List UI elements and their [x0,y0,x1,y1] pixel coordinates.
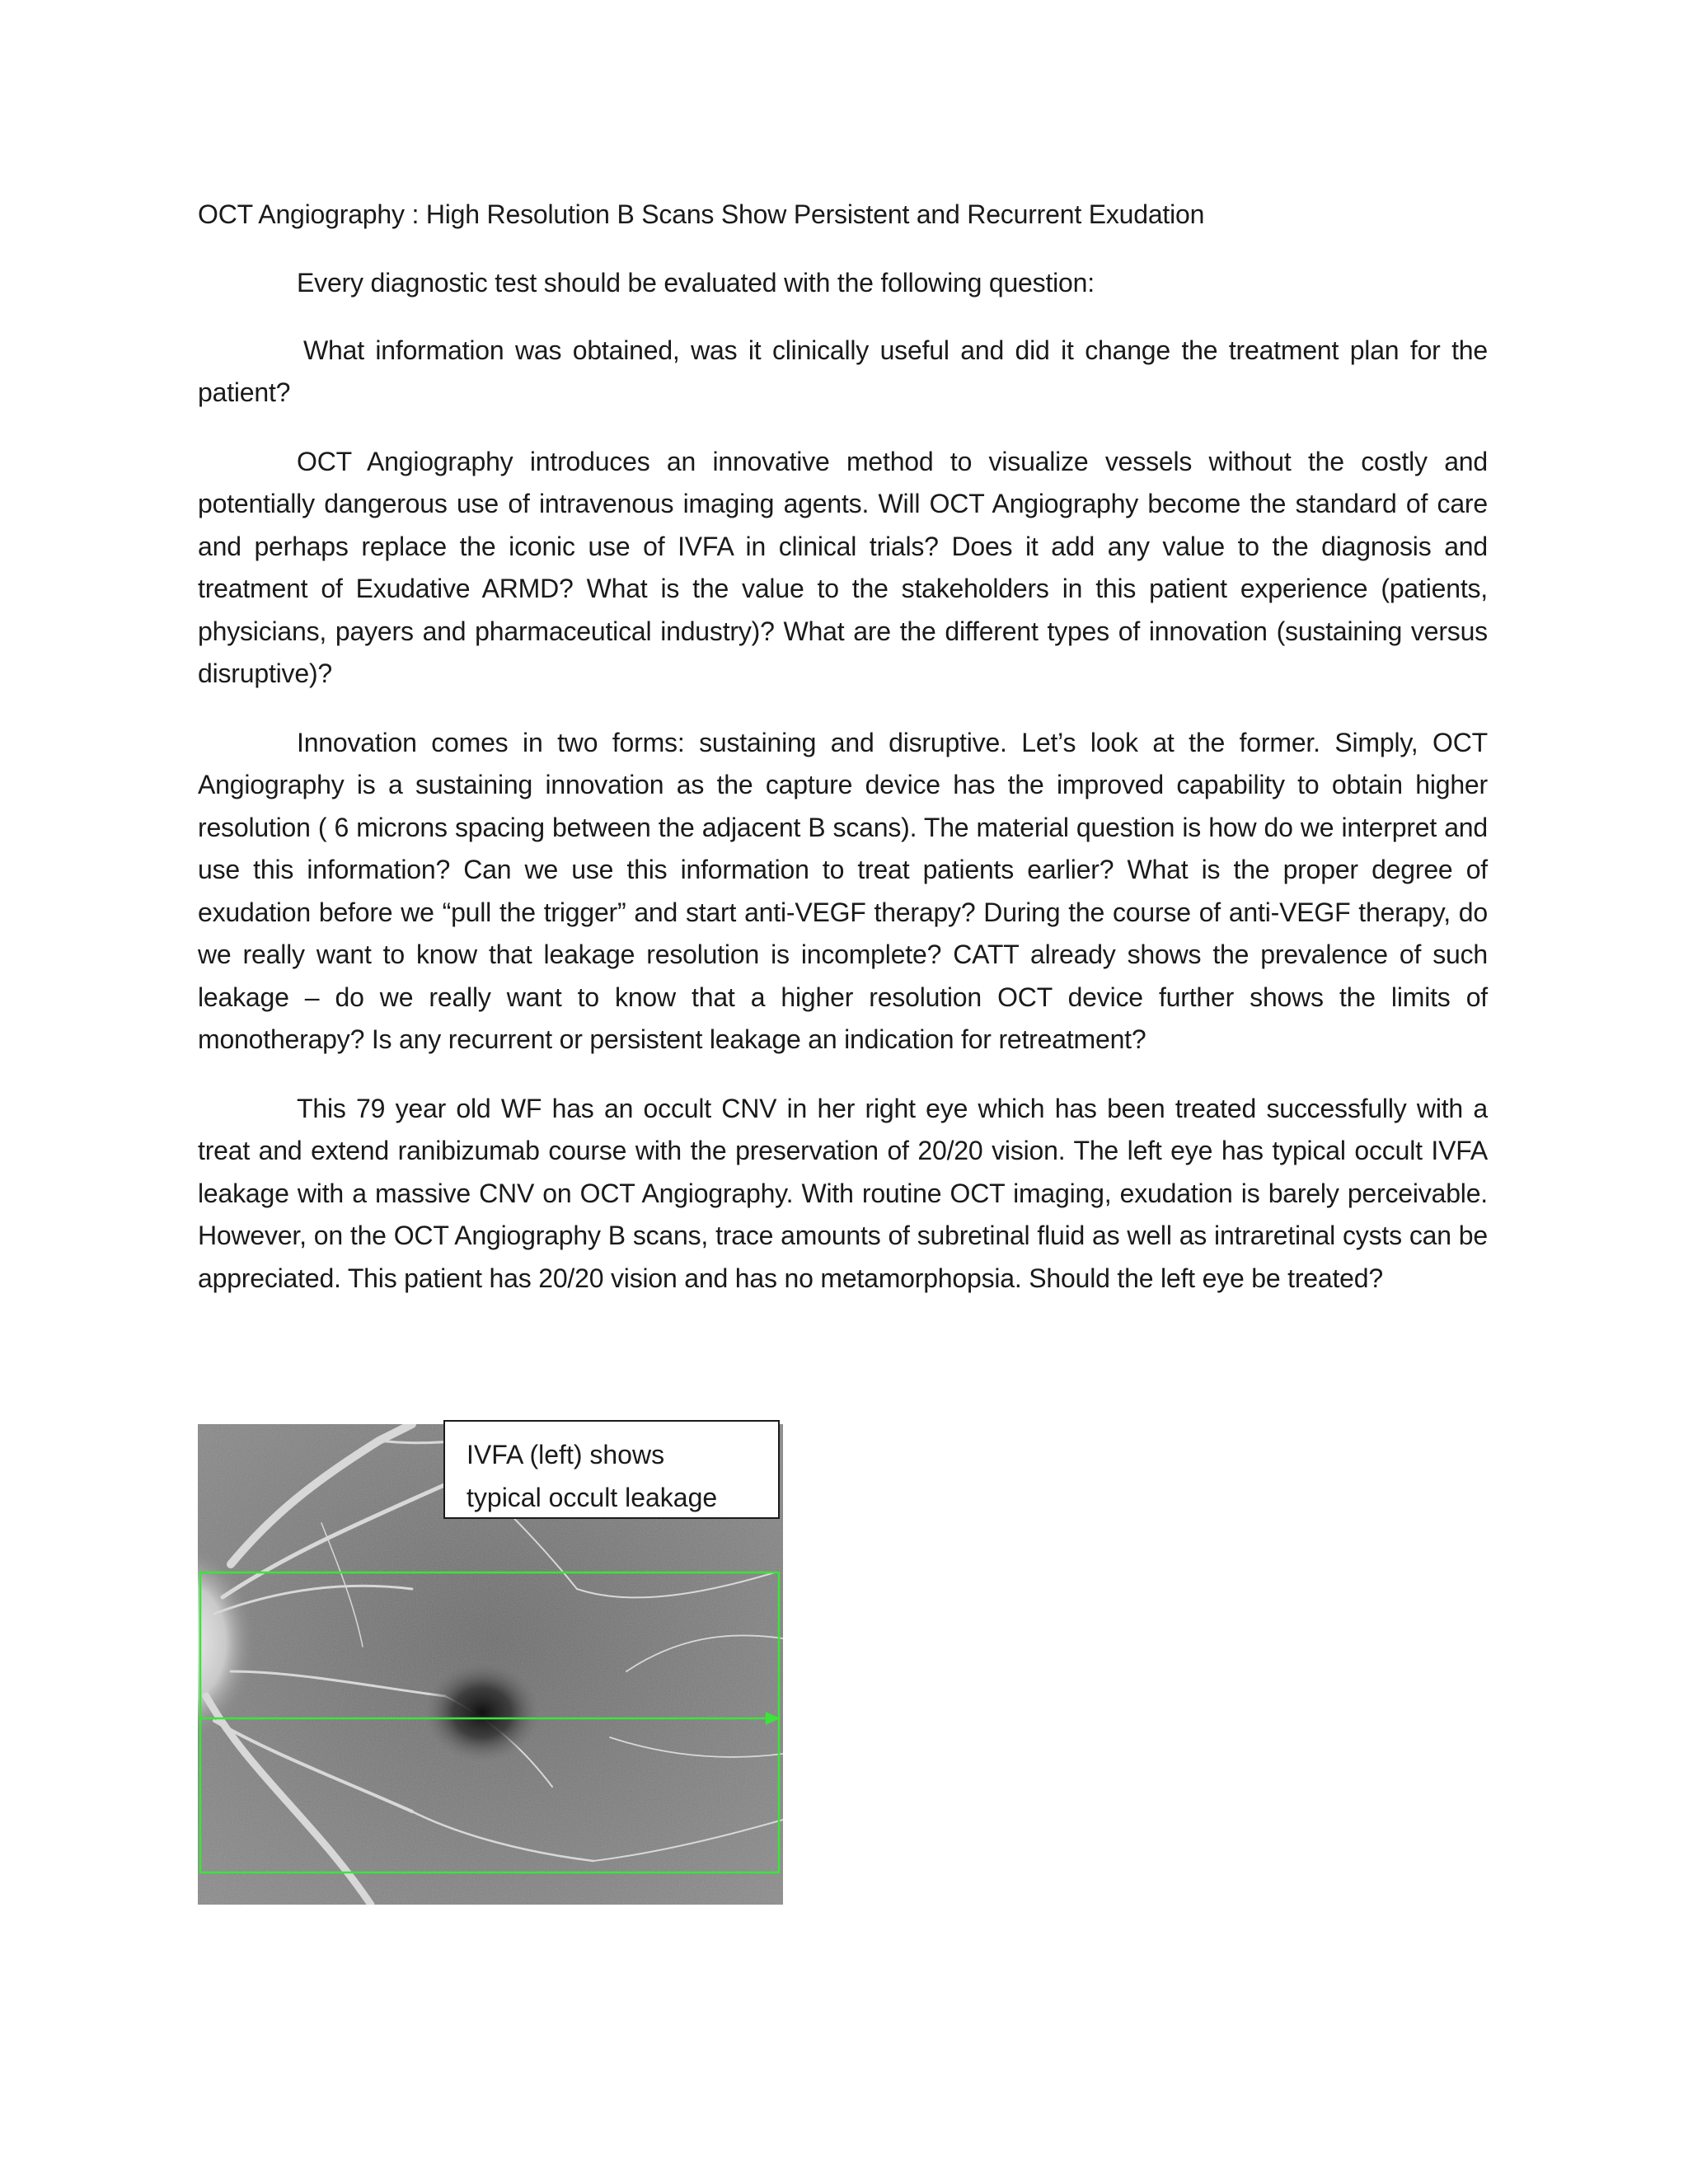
callout-line-2: typical occult leakage [467,1483,718,1512]
paragraph-3: OCT Angiography introduces an innovative method to visualize vessels without the costly and potentially dangerous use of intravenous imaging agents. Will OCT Angiography become the standard of care and perhaps replace the iconic use of IVFA in clinical trials? Does it add any value to the diagnosis and treatment of Exudative ARMD? What is the value to the stakeholders in this patient experience (patients, physicians, payers and pharmaceutical industry)? What are the different types of innovation (sustaining versus disruptive)? [198,446,1488,688]
paragraph-2: What information was obtained, was it clinically useful and did it change the treatment plan for the patient? [198,335,1488,407]
callout-line-1: IVFA (left) shows [467,1440,665,1469]
paragraph-4: Innovation comes in two forms: sustaining and disruptive. Let’s look at the former. Simply, OCT Angiography is a sustaining innovation as the capture device has the improved capability to obtain higher resolution ( 6 microns spacing between the adjacent B scans). The material question is how do we interpret and use this information? Can we use this information to treat patients earlier? What is the proper degree of exudation before we “pull the trigger” and start anti-VEGF therapy? During the course of anti-VEGF therapy, do we really want to know that leakage resolution is incomplete? CATT already shows the prevalence of such leakage – do we really want to know that a higher resolution OCT device further shows the limits of monotherapy? Is any recurrent or persistent leakage an indication for retreatment? [198,727,1488,1054]
document-title: OCT Angiography : High Resolution B Scans Show Persistent and Recurrent Exudation [198,199,1205,229]
document-body [198,196,1488,1326]
paragraph-5: This 79 year old WF has an occult CNV in her right eye which has been treated successfully with a treat and extend ranibizumab course with the preservation of 20/20 vision. The left eye has typical occult IVFA leakage with a massive CNV on OCT Angiography. With routine OCT imaging, exudation is barely perceivable. However, on the OCT Angiography B scans, trace amounts of subretinal fluid as well as intraretinal cysts can be appreciated. This patient has 20/20 vision and has no metamorphopsia. Should the left eye be treated? [198,1093,1488,1293]
figure-callout [443,1420,780,1519]
paragraph-1: Every diagnostic test should be evaluated with the following question: [297,268,1095,298]
